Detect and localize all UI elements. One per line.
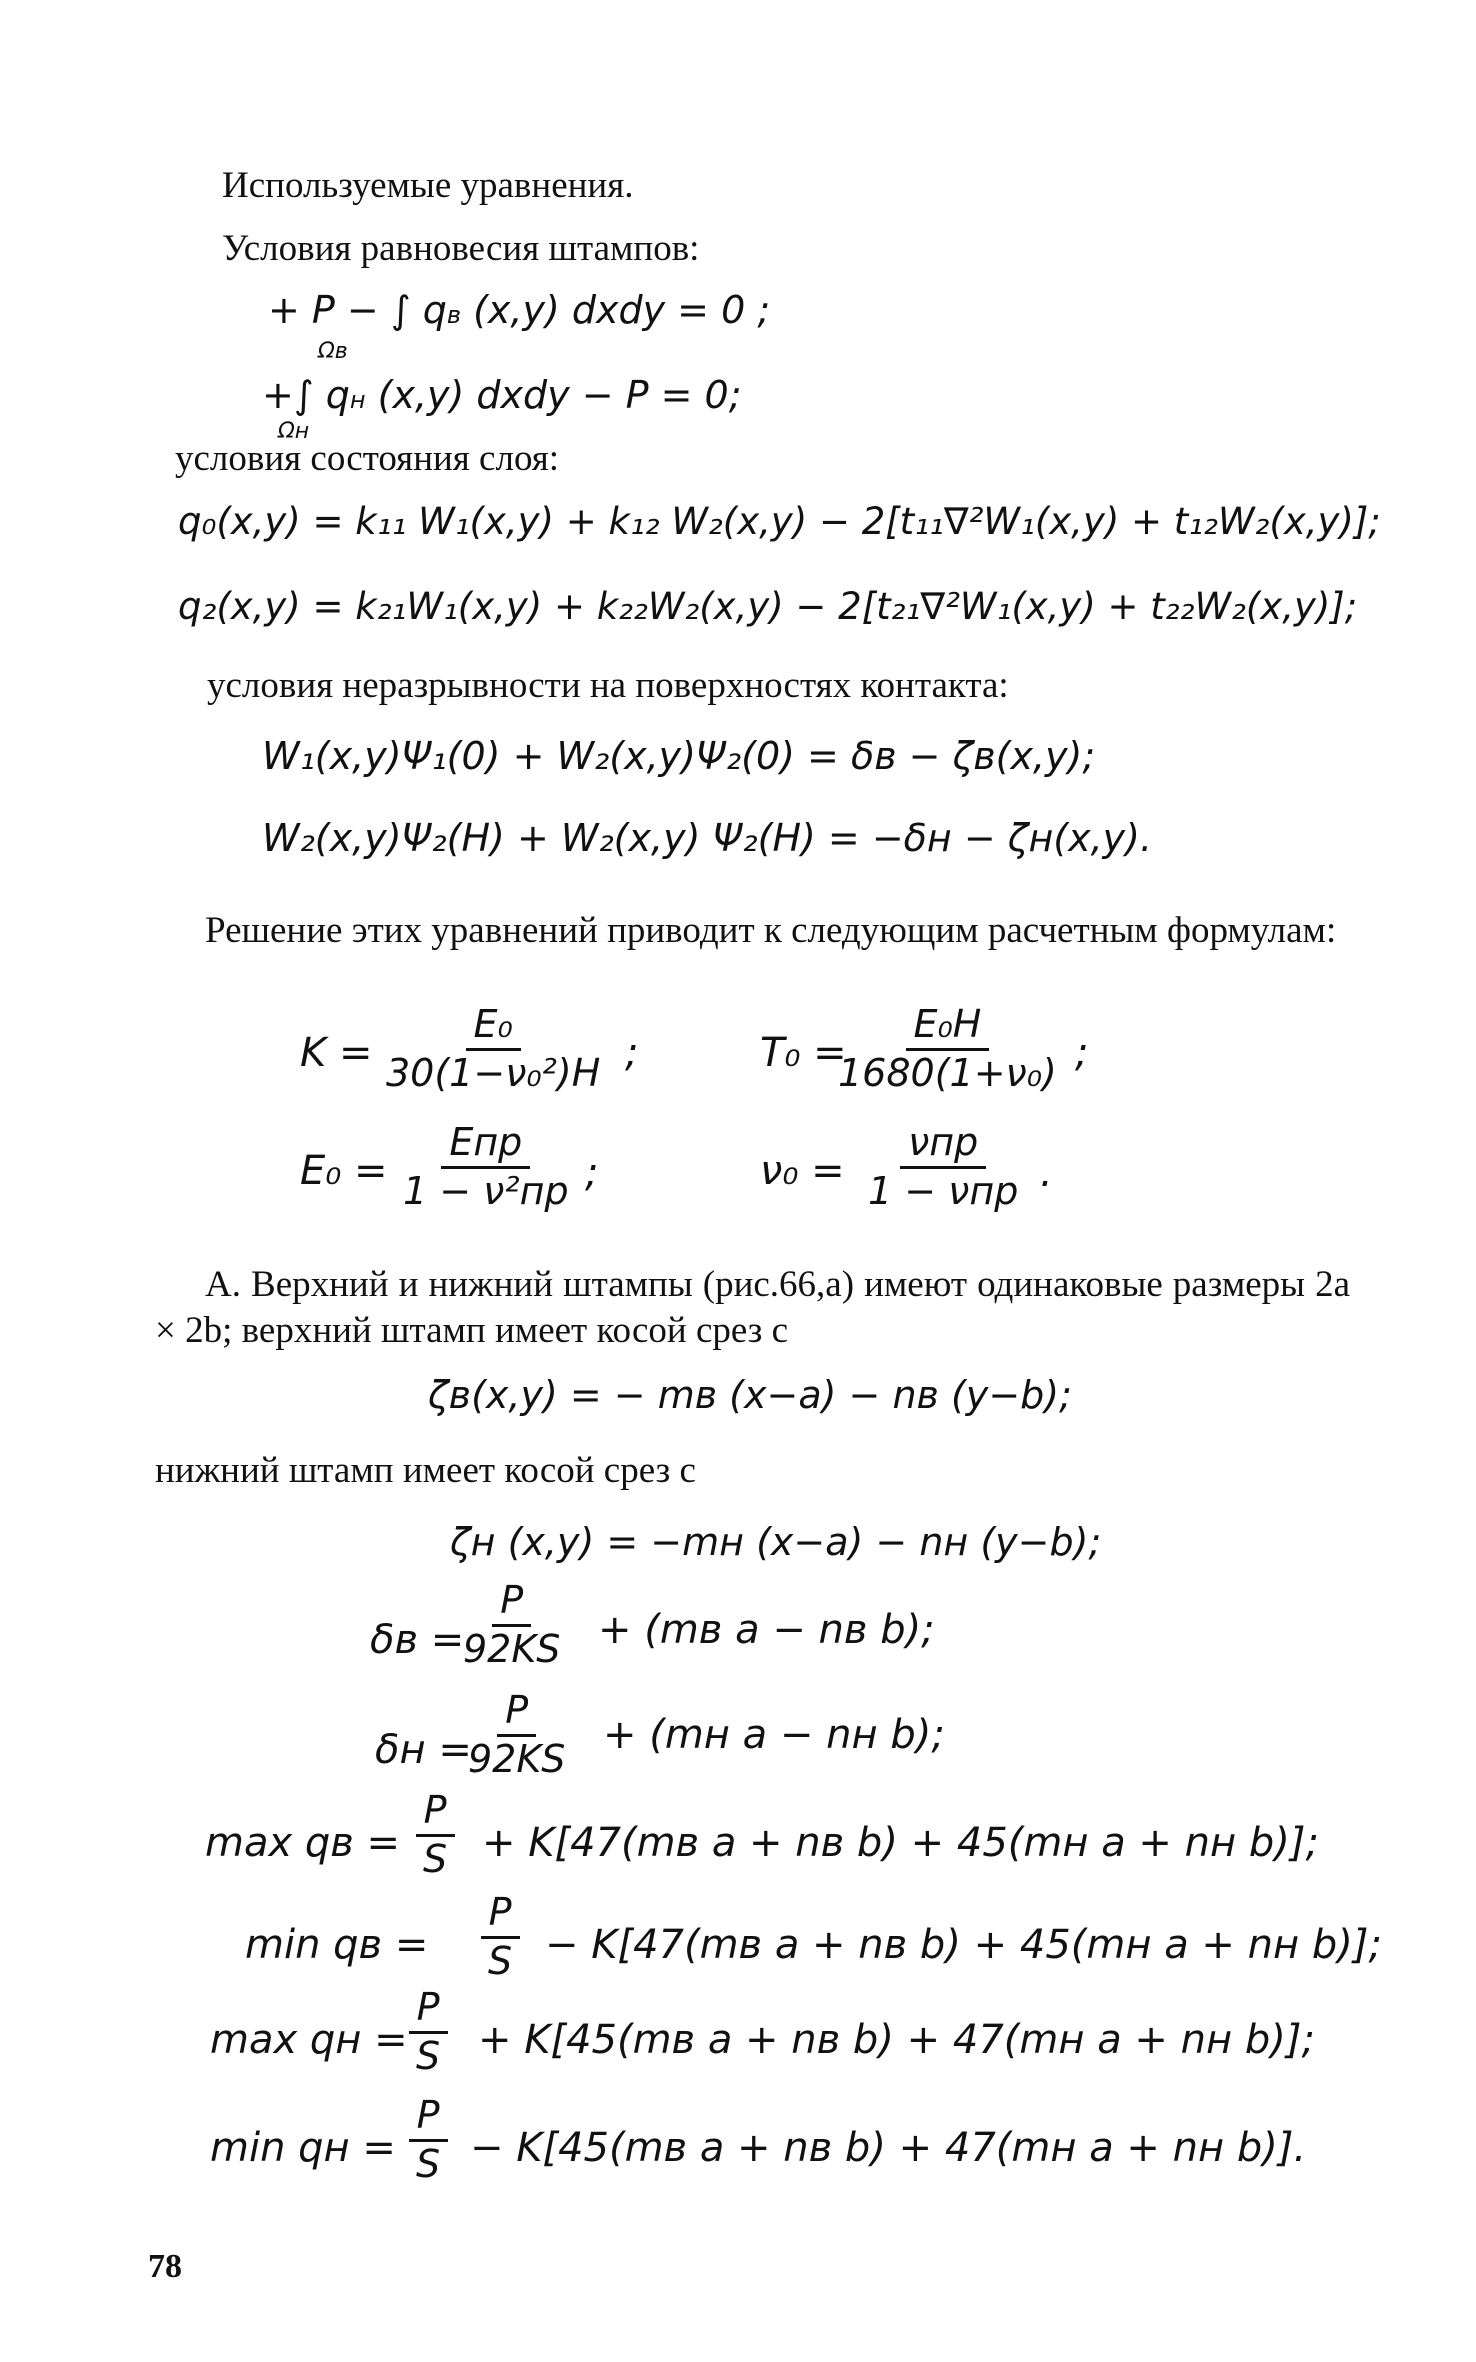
max-qn-fraction bbox=[408, 1987, 448, 2078]
denominator: 30(1−ν₀²)H bbox=[386, 1050, 601, 1095]
integral-domain-lower: Ωн bbox=[278, 419, 310, 444]
delta-v-lhs: δв = bbox=[370, 1617, 465, 1663]
delta-v-fraction bbox=[455, 1580, 568, 1671]
formula-T-lhs: T₀ = bbox=[760, 1030, 847, 1076]
page-number: 78 bbox=[148, 2248, 182, 2285]
subscript: в bbox=[446, 301, 461, 329]
denominator: 1 − νпр bbox=[868, 1168, 1019, 1213]
numerator: E₀H bbox=[906, 1004, 990, 1051]
layer-title: условия состояния слоя: bbox=[175, 438, 560, 479]
formula-nu-lhs: ν₀ = bbox=[760, 1148, 845, 1194]
integral-domain-upper: Ωв bbox=[318, 339, 348, 364]
numerator: P bbox=[416, 1790, 455, 1837]
layer-equation-2: q₂(x,y) = k₂₁W₁(x,y) + k₂₂W₂(x,y) − 2[t₂₁∇²W₁(x,y) + t₂₂W₂(x,y)]; bbox=[178, 585, 1358, 628]
numerator: E₀ bbox=[466, 1004, 521, 1051]
max-qn-lhs: max qн = bbox=[210, 2017, 408, 2063]
max-qv-fraction bbox=[415, 1790, 455, 1881]
zeta-upper-equation: ζв(x,y) = − mв (x−a) − nв (y−b); bbox=[428, 1373, 1072, 1417]
max-qv-tail: + K[47(mв a + nв b) + 45(mн a + nн b)]; bbox=[482, 1820, 1319, 1866]
min-qv-fraction bbox=[480, 1892, 520, 1983]
equation-part: +∫ q bbox=[262, 373, 350, 417]
numerator: P bbox=[409, 1987, 448, 2034]
numerator: P bbox=[492, 1580, 531, 1627]
denominator: 92KS bbox=[468, 1736, 566, 1781]
equilibrium-equation-lower bbox=[262, 375, 742, 417]
layer-equation-1: q₀(x,y) = k₁₁ W₁(x,y) + k₁₂ W₂(x,y) − 2[t₁₁∇²W₁(x,y) + t₁₂W₂(x,y)]; bbox=[178, 500, 1381, 543]
numerator: P bbox=[497, 1690, 536, 1737]
min-qn-fraction bbox=[408, 2095, 448, 2186]
numerator: Eпр bbox=[441, 1122, 530, 1169]
min-qv-lhs: min qв = bbox=[245, 1922, 429, 1968]
min-qn-lhs: min qн = bbox=[210, 2125, 396, 2171]
solution-paragraph: Решение этих уравнений приводит к следующим расчетным формулам: bbox=[205, 910, 1337, 951]
formula-K-fraction bbox=[378, 1004, 608, 1095]
min-qn-tail: − K[45(mв a + nв b) + 47(mн a + nн b)]. bbox=[470, 2125, 1307, 2171]
equation-part: (x,y) dxdy − P = 0; bbox=[365, 373, 742, 417]
equation-part: (x,y) dxdy = 0 ; bbox=[461, 288, 771, 332]
denominator: 1680(1+ν₀) bbox=[838, 1050, 1057, 1095]
formula-T-fraction bbox=[830, 1004, 1065, 1095]
denominator: S bbox=[416, 2033, 441, 2078]
contact-title: условия неразрывности на поверхностях контакта: bbox=[207, 665, 1009, 706]
denominator: S bbox=[416, 2141, 441, 2186]
denominator: 1 − ν²пр bbox=[403, 1168, 569, 1213]
formula-K-tail: ; bbox=[625, 1030, 639, 1076]
zeta-lower-equation: ζн (x,y) = −mн (x−a) − nн (y−b); bbox=[450, 1520, 1102, 1564]
denominator: 92KS bbox=[463, 1626, 561, 1671]
formula-nu-fraction bbox=[860, 1122, 1026, 1213]
equation-part: + P − ∫ q bbox=[268, 288, 447, 332]
formula-E-fraction bbox=[395, 1122, 577, 1213]
formula-nu-tail: . bbox=[1040, 1150, 1053, 1196]
denominator: S bbox=[488, 1938, 513, 1983]
numerator: P bbox=[481, 1892, 520, 1939]
delta-v-tail: + (mв a − nв b); bbox=[598, 1607, 935, 1653]
contact-equation-1: W₁(x,y)Ψ₁(0) + W₂(x,y)Ψ₂(0) = δв − ζв(x,y); bbox=[262, 734, 1096, 778]
formula-E-tail: ; bbox=[585, 1150, 599, 1196]
numerator: νпр bbox=[900, 1122, 986, 1169]
delta-n-fraction bbox=[460, 1690, 573, 1781]
equilibrium-title: Условия равновесия штампов: bbox=[222, 228, 700, 269]
lower-stamp-text: нижний штамп имеет косой срез с bbox=[155, 1450, 696, 1491]
max-qn-tail: + K[45(mв a + nв b) + 47(mн a + nн b)]; bbox=[478, 2017, 1315, 2063]
max-qv-lhs: max qв = bbox=[205, 1820, 401, 1866]
min-qv-tail: − K[47(mв a + nв b) + 45(mн a + nн b)]; bbox=[545, 1922, 1382, 1968]
formula-K-lhs: K = bbox=[300, 1030, 373, 1076]
formula-E-lhs: E₀ = bbox=[300, 1148, 388, 1194]
delta-n-lhs: δн = bbox=[375, 1727, 472, 1773]
numerator: P bbox=[409, 2095, 448, 2142]
section-heading: Используемые уравнения. bbox=[222, 165, 634, 206]
formula-T-tail: ; bbox=[1075, 1030, 1089, 1076]
equilibrium-equation-upper bbox=[268, 290, 770, 332]
subscript: н bbox=[349, 386, 366, 414]
contact-equation-2: W₂(x,y)Ψ₂(H) + W₂(x,y) Ψ₂(H) = −δн − ζн(x,y). bbox=[262, 816, 1153, 860]
part-a-paragraph: А. Верхний и нижний штампы (рис.66,а) имеют одинаковые размеры 2a × 2b; верхний штамп имеет косой срез с bbox=[155, 1264, 1350, 1351]
delta-n-tail: + (mн a − nн b); bbox=[603, 1712, 945, 1758]
denominator: S bbox=[423, 1836, 448, 1881]
